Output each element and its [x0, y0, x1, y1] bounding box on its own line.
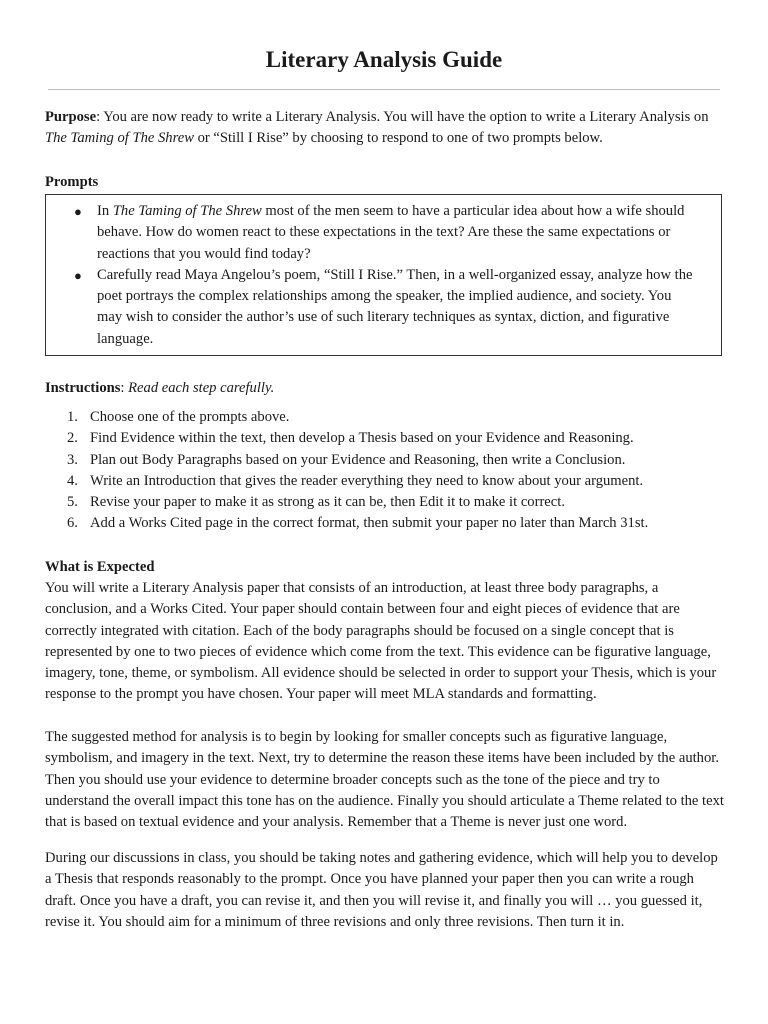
prompts-list [74, 201, 694, 350]
expected-paragraph-3: During our discussions in class, you should be taking notes and gathering evidence, which will help you to develop a Thesis that responds reasonably to the prompt. Once you have planned your paper then you can write a rough draft. Once you have a draft, you can revise it, and then you will revise it, and finally you will … you guessed it, revise it. You should aim for a minimum of three revisions and only three revisions. Then turn it in. [45, 850, 718, 930]
step-number: 2. [67, 430, 78, 447]
step-item [45, 407, 725, 428]
step-item [45, 471, 725, 492]
expected-heading: What is Expected [45, 559, 155, 575]
step-item [45, 428, 725, 449]
prompts-box [45, 194, 722, 356]
instructions-label: Instructions [45, 380, 121, 396]
instructions-heading [45, 378, 725, 399]
step-text: Write an Introduction that gives the reader everything they need to know about your argument. [90, 472, 644, 489]
purpose-work-title: The Taming of The Shrew [45, 130, 194, 147]
step-text: Plan out Body Paragraphs based on your Evidence and Reasoning, then write a Conclusion. [90, 451, 626, 468]
purpose-paragraph [45, 107, 725, 150]
purpose-text-1: : You are now ready to write a Literary Analysis. You will have the option to write a Literary Analysis on [96, 109, 709, 125]
step-text: Add a Works Cited page in the correct format, then submit your paper no later than March 31st. [90, 515, 649, 532]
page-title: Literary Analysis Guide [265, 47, 503, 72]
step-number: 5. [67, 494, 78, 511]
title-divider [48, 89, 720, 90]
prompt-1-text-2: most of the men seem to have a particular idea about how a wife should behave. How do women react to these expectations in the text? Are these the same expectations or reactions that you would find today? [97, 203, 685, 262]
prompt-item-1 [74, 201, 694, 265]
step-text: Find Evidence within the text, then develop a Thesis based on your Evidence and Reasoning. [90, 430, 634, 447]
purpose-text-2: or “Still I Rise” by choosing to respond to one of two prompts below. [193, 130, 603, 147]
bullet-icon: ● [74, 267, 82, 283]
step-text: Revise your paper to make it as strong as it can be, then Edit it to make it correct. [90, 494, 565, 511]
step-number: 1. [67, 409, 78, 425]
step-item [45, 450, 725, 471]
purpose-label: Purpose [45, 109, 97, 125]
step-text: Choose one of the prompts above. [90, 409, 290, 425]
instructions-note: Read each step carefully. [128, 380, 275, 396]
prompt-item-2 [74, 265, 694, 350]
prompt-2-text: Carefully read Maya Angelou’s poem, “Still I Rise.” Then, in a well-organized essay, analyze how the poet portrays the complex relationships among the speaker, the implied audience, and society. You may wish to consider the author’s use of such literary techniques as syntax, diction, and figurative language. [97, 266, 693, 347]
prompt-1-text-1: In [97, 203, 113, 219]
step-number: 3. [67, 451, 78, 468]
prompts-heading: Prompts [45, 174, 99, 190]
instructions-colon: : [120, 380, 129, 396]
bullet-icon: ● [74, 204, 82, 219]
step-number: 6. [67, 515, 78, 532]
instructions-steps [45, 407, 725, 535]
prompt-1-work-title: The Taming of The Shrew [112, 203, 262, 219]
expected-paragraph-2: The suggested method for analysis is to begin by looking for smaller concepts such as figurative language, symbolism, and imagery in the text. Next, try to determine the reason these items have been included by the author. Then you should use your evidence to determine broader concepts such as the tone of the piece and try to understand the overall impact this tone has on the audience. Finally you should articulate a Theme related to the text that is based on textual evidence and your analysis. Remember that a Theme is never just one word. [45, 729, 724, 831]
step-item [45, 513, 725, 534]
step-item [45, 492, 725, 513]
expected-paragraph-1: You will write a Literary Analysis paper that consists of an introduction, at least three body paragraphs, a conclusion, and a Works Cited. Your paper should contain between four and eight pieces of evidence that are correctly integrated with citation. Each of the body paragraphs should be focused on a single concept that is represented by one to two pieces of evidence which come from the text. This evidence can be figurative language, imagery, tone, theme, or symbolism. All evidence should be selected in order to support your Thesis, which is your response to the prompt you have chosen. Your paper will meet MLA standards and formatting. [45, 580, 717, 703]
step-number: 4. [67, 472, 78, 489]
